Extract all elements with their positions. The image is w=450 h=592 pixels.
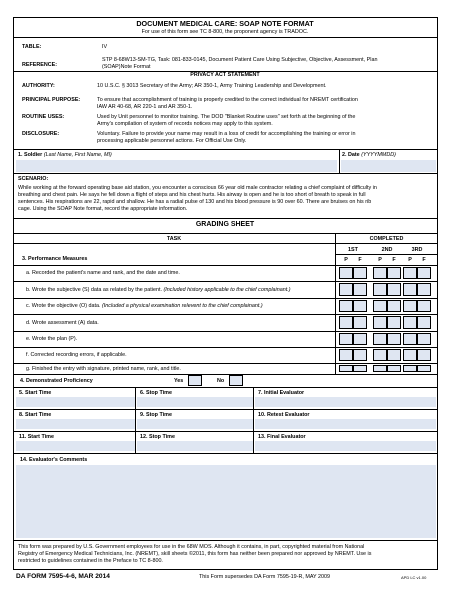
- measure-text: [26, 336, 77, 342]
- proficiency-no-checkbox[interactable]: [229, 375, 243, 386]
- measure-fail-checkbox[interactable]: [417, 283, 431, 296]
- measure-pass-checkbox[interactable]: [403, 300, 417, 312]
- divider: [13, 265, 438, 266]
- grading-sheet-title: GRADING SHEET: [195, 221, 255, 228]
- divider: [135, 431, 136, 453]
- measure-fail-checkbox[interactable]: [417, 316, 431, 329]
- divider: [13, 347, 438, 348]
- measure-label: d. Wrote assessment (A) data.: [26, 320, 99, 326]
- attempt-2-pass-header: P: [378, 257, 382, 263]
- divider: [13, 453, 438, 454]
- measure-label: f. Corrected recording errors, if applicable.: [26, 352, 127, 358]
- measure-pass-checkbox[interactable]: [373, 283, 387, 296]
- measure-text: [26, 270, 180, 276]
- time-field-input[interactable]: [137, 441, 253, 451]
- measure-fail-checkbox[interactable]: [387, 300, 401, 312]
- measure-label: a. Recorded the patient's name and rank, and the date and time.: [26, 270, 180, 276]
- measure-pass-checkbox[interactable]: [373, 365, 387, 372]
- proficiency-label: 4. Demonstrated Proficiency: [20, 378, 93, 384]
- measure-pass-checkbox[interactable]: [339, 365, 353, 372]
- soldier-label-group: [18, 152, 112, 158]
- measure-fail-checkbox[interactable]: [353, 349, 367, 361]
- disclosure-label: DISCLOSURE:: [22, 131, 60, 137]
- form-version: APD LC v1.00: [401, 575, 427, 580]
- scenario-line-4: cage. Using the SOAP Note format, record the appropriate information.: [18, 206, 188, 212]
- date-value: [341, 160, 436, 166]
- footer-note-line-2: Registry of Emergency Medical Technicians, Inc. (NREMT), skill sheets ©2011, this form has neither been prepared nor approved by NREMT. Use is: [18, 551, 372, 557]
- proficiency-yes-checkbox[interactable]: [188, 375, 202, 386]
- attempt-1-header: 1ST: [348, 247, 358, 253]
- divider: [13, 387, 438, 388]
- measure-fail-checkbox[interactable]: [417, 267, 431, 279]
- measure-pass-checkbox[interactable]: [403, 333, 417, 345]
- comments-label: 14. Evaluator's Comments: [20, 457, 88, 463]
- date-field[interactable]: [341, 160, 436, 172]
- form-title: DOCUMENT MEDICAL CARE: SOAP NOTE FORMAT: [136, 19, 314, 28]
- privacy-act-title: PRIVACY ACT STATEMENT: [190, 72, 260, 78]
- measure-pass-checkbox[interactable]: [339, 316, 353, 329]
- divider: [13, 331, 438, 332]
- comments-field[interactable]: [16, 465, 436, 538]
- divider: [13, 298, 438, 299]
- measure-fail-checkbox[interactable]: [387, 267, 401, 279]
- measure-note: (Included a physical examination relevent to the chief complainant.): [102, 303, 263, 309]
- measure-fail-checkbox[interactable]: [353, 316, 367, 329]
- disclosure-line-2: processing applicable personnel actions. For Official Use Only.: [97, 138, 247, 144]
- purpose-label: PRINCIPAL PURPOSE:: [22, 97, 81, 103]
- divider: [253, 431, 254, 453]
- attempt-1-pass-header: P: [344, 257, 348, 263]
- footer-note-line-3: restricted to guidelines contained in the Preface to TC 8-800.: [18, 558, 163, 564]
- task-header: TASK: [166, 236, 182, 242]
- measure-pass-checkbox[interactable]: [339, 300, 353, 312]
- measure-fail-checkbox[interactable]: [417, 349, 431, 361]
- measure-text: [26, 366, 181, 372]
- measure-pass-checkbox[interactable]: [403, 267, 417, 279]
- measure-text: [26, 352, 127, 358]
- reference-line-2: (SOAP)Note Format: [102, 64, 151, 70]
- comments-value: [16, 465, 436, 471]
- measure-pass-checkbox[interactable]: [339, 267, 353, 279]
- table-value: IV: [102, 44, 108, 50]
- supersedes-note: This Form supersedes DA Form 7595-19-R, MAY 2009: [199, 574, 331, 580]
- time-field-label: 8. Start Time: [19, 412, 52, 418]
- reference-label: REFERENCE:: [22, 62, 58, 68]
- scenario-line-2: breathing and chest pain. He says he fell down a flight of steps and his chest hurts. His airway is open and he is too short of breath to speak in full: [18, 192, 366, 198]
- scenario-line-1: While working at the forward operating base aid station, you encounter a conscious 66 year old male contractor relating a chief complaint of difficulty in: [18, 185, 377, 191]
- measure-fail-checkbox[interactable]: [353, 267, 367, 279]
- measure-pass-checkbox[interactable]: [373, 333, 387, 345]
- measure-pass-checkbox[interactable]: [339, 283, 353, 296]
- time-field-label: 10. Retest Evaluator: [258, 412, 310, 418]
- divider: [253, 409, 254, 431]
- time-field-input[interactable]: [16, 419, 135, 429]
- scenario-label: SCENARIO:: [18, 176, 49, 182]
- measure-label: c. Wrote the objective (O) data.: [26, 303, 101, 309]
- measure-fail-checkbox[interactable]: [353, 300, 367, 312]
- divider: [13, 281, 438, 282]
- measure-fail-checkbox[interactable]: [387, 333, 401, 345]
- time-field-input[interactable]: [16, 397, 135, 407]
- authority-label: AUTHORITY:: [22, 83, 55, 89]
- time-field-input[interactable]: [137, 397, 253, 407]
- divider: [135, 387, 136, 409]
- time-field-input[interactable]: [255, 441, 436, 451]
- soldier-label: 1. Soldier: [18, 152, 43, 158]
- divider: [13, 374, 438, 375]
- measure-pass-checkbox[interactable]: [403, 316, 417, 329]
- divider: [13, 314, 438, 315]
- time-field-label: 11. Start Time: [19, 434, 54, 440]
- proficiency-yes-label: Yes: [174, 378, 184, 384]
- attempt-3-pass-header: P: [408, 257, 412, 263]
- soldier-hint: (Last Name, First Name, MI): [43, 152, 112, 158]
- measure-label: e. Wrote the plan (P).: [26, 336, 78, 342]
- divider: [135, 409, 136, 431]
- time-field-input[interactable]: [137, 419, 253, 429]
- proficiency-no-label: No: [217, 378, 225, 384]
- divider: [13, 233, 438, 234]
- soldier-name-value: [16, 160, 337, 166]
- time-field-label: 7. Initial Evaluator: [258, 390, 305, 396]
- measure-fail-checkbox[interactable]: [387, 365, 401, 372]
- time-field-label: 9. Stop Time: [140, 412, 172, 418]
- date-label: 2. Date: [342, 152, 360, 158]
- measure-pass-checkbox[interactable]: [403, 283, 417, 296]
- divider: [13, 431, 438, 432]
- attempt-1-fail-header: F: [358, 257, 362, 263]
- measure-fail-checkbox[interactable]: [353, 333, 367, 345]
- measure-fail-checkbox[interactable]: [353, 365, 367, 372]
- performance-measures-label: 3. Performance Measures: [22, 256, 88, 262]
- routine-uses-line-2: Army's compilation of system of records notices may apply to this system.: [97, 121, 273, 127]
- authority-text: 10 U.S.C. § 3013 Secretary of the Army; AR 350-1, Army Training Leadership and Development.: [97, 83, 327, 89]
- reference-line-1: STP 8-68W13-SM-TG, Task: 081-833-0145, Document Patient Care Using Subjective, Objective, Assessment, Plan: [102, 57, 378, 63]
- measure-text: [26, 320, 99, 326]
- completed-header: COMPLETED: [369, 236, 404, 242]
- measure-text: [26, 303, 263, 309]
- purpose-line-2: IAW AR 40-68, AR 220-1 and AR 350-1.: [97, 104, 193, 110]
- measure-pass-checkbox[interactable]: [373, 316, 387, 329]
- divider: [13, 218, 438, 219]
- measure-label: b. Wrote the subjective (S) data as related by the patient.: [26, 287, 162, 293]
- divider: [253, 387, 254, 409]
- routine-uses-label: ROUTINE USES:: [22, 114, 65, 120]
- footer-note-line-1: This form was prepared by U.S. Government employees for use in the 68W MOS. Although it contains, in part, copyrighted material from National: [18, 544, 365, 550]
- measure-pass-checkbox[interactable]: [339, 333, 353, 345]
- measure-fail-checkbox[interactable]: [387, 316, 401, 329]
- divider: [339, 149, 340, 173]
- form-id: DA FORM 7595-4-6, MAR 2014: [16, 573, 110, 580]
- measure-fail-checkbox[interactable]: [417, 300, 431, 312]
- divider: [13, 243, 438, 244]
- measure-fail-checkbox[interactable]: [417, 365, 431, 372]
- measure-pass-checkbox[interactable]: [373, 267, 387, 279]
- soldier-name-field[interactable]: [16, 160, 337, 172]
- table-label: TABLE:: [22, 44, 42, 50]
- divider: [13, 149, 438, 150]
- attempt-2-header: 2ND: [381, 247, 393, 253]
- measure-note: (Included history applicable to the chief complainant.): [163, 287, 291, 293]
- time-field-input[interactable]: [16, 441, 135, 451]
- divider: [13, 540, 438, 541]
- measure-fail-checkbox[interactable]: [353, 283, 367, 296]
- divider: [13, 173, 438, 174]
- divider: [13, 37, 438, 38]
- measure-pass-checkbox[interactable]: [403, 365, 417, 372]
- scenario-line-3: sentences. His respirations are 22, rapid and shallow. He has a radial pulse of 130 and his blood pressure is 90 over 60. There are bruises on his rib: [18, 199, 372, 205]
- date-hint: (YYYYMMDD): [361, 152, 396, 158]
- divider: [13, 409, 438, 410]
- time-field-label: 6. Stop Time: [140, 390, 172, 396]
- disclosure-line-1: Voluntary. Failure to provide your name may result in a loss of credit for accomplishing the training or error in: [97, 131, 356, 137]
- attempt-3-fail-header: F: [422, 257, 426, 263]
- measure-fail-checkbox[interactable]: [417, 333, 431, 345]
- routine-uses-line-1: Used by Unit personnel to monitor training. The DOD "Blanket Routine uses" set forth at the beginning of the: [97, 114, 356, 120]
- purpose-line-1: To ensure that accomplishment of training is properly credited to the correct individual for NREMT certification: [97, 97, 358, 103]
- measure-fail-checkbox[interactable]: [387, 283, 401, 296]
- measure-text: [26, 287, 291, 293]
- measure-pass-checkbox[interactable]: [373, 300, 387, 312]
- time-field-input[interactable]: [255, 419, 436, 429]
- time-field-label: 12. Stop Time: [140, 434, 175, 440]
- measure-pass-checkbox[interactable]: [403, 349, 417, 361]
- measure-label: g. Finished the entry with signature, printed name, rank, and title.: [26, 366, 181, 372]
- form-subtitle: For use of this form see TC 8-800, the proponent agency is TRADOC.: [141, 29, 309, 35]
- measure-pass-checkbox[interactable]: [339, 349, 353, 361]
- time-field-label: 13. Final Evaluator: [258, 434, 306, 440]
- divider: [13, 363, 438, 364]
- time-field-input[interactable]: [255, 397, 436, 407]
- attempt-3-header: 3RD: [411, 247, 423, 253]
- divider: [335, 254, 438, 255]
- measure-fail-checkbox[interactable]: [387, 349, 401, 361]
- measure-pass-checkbox[interactable]: [373, 349, 387, 361]
- attempt-2-fail-header: F: [392, 257, 396, 263]
- date-label-group: [342, 152, 396, 158]
- time-field-label: 5. Start Time: [19, 390, 52, 396]
